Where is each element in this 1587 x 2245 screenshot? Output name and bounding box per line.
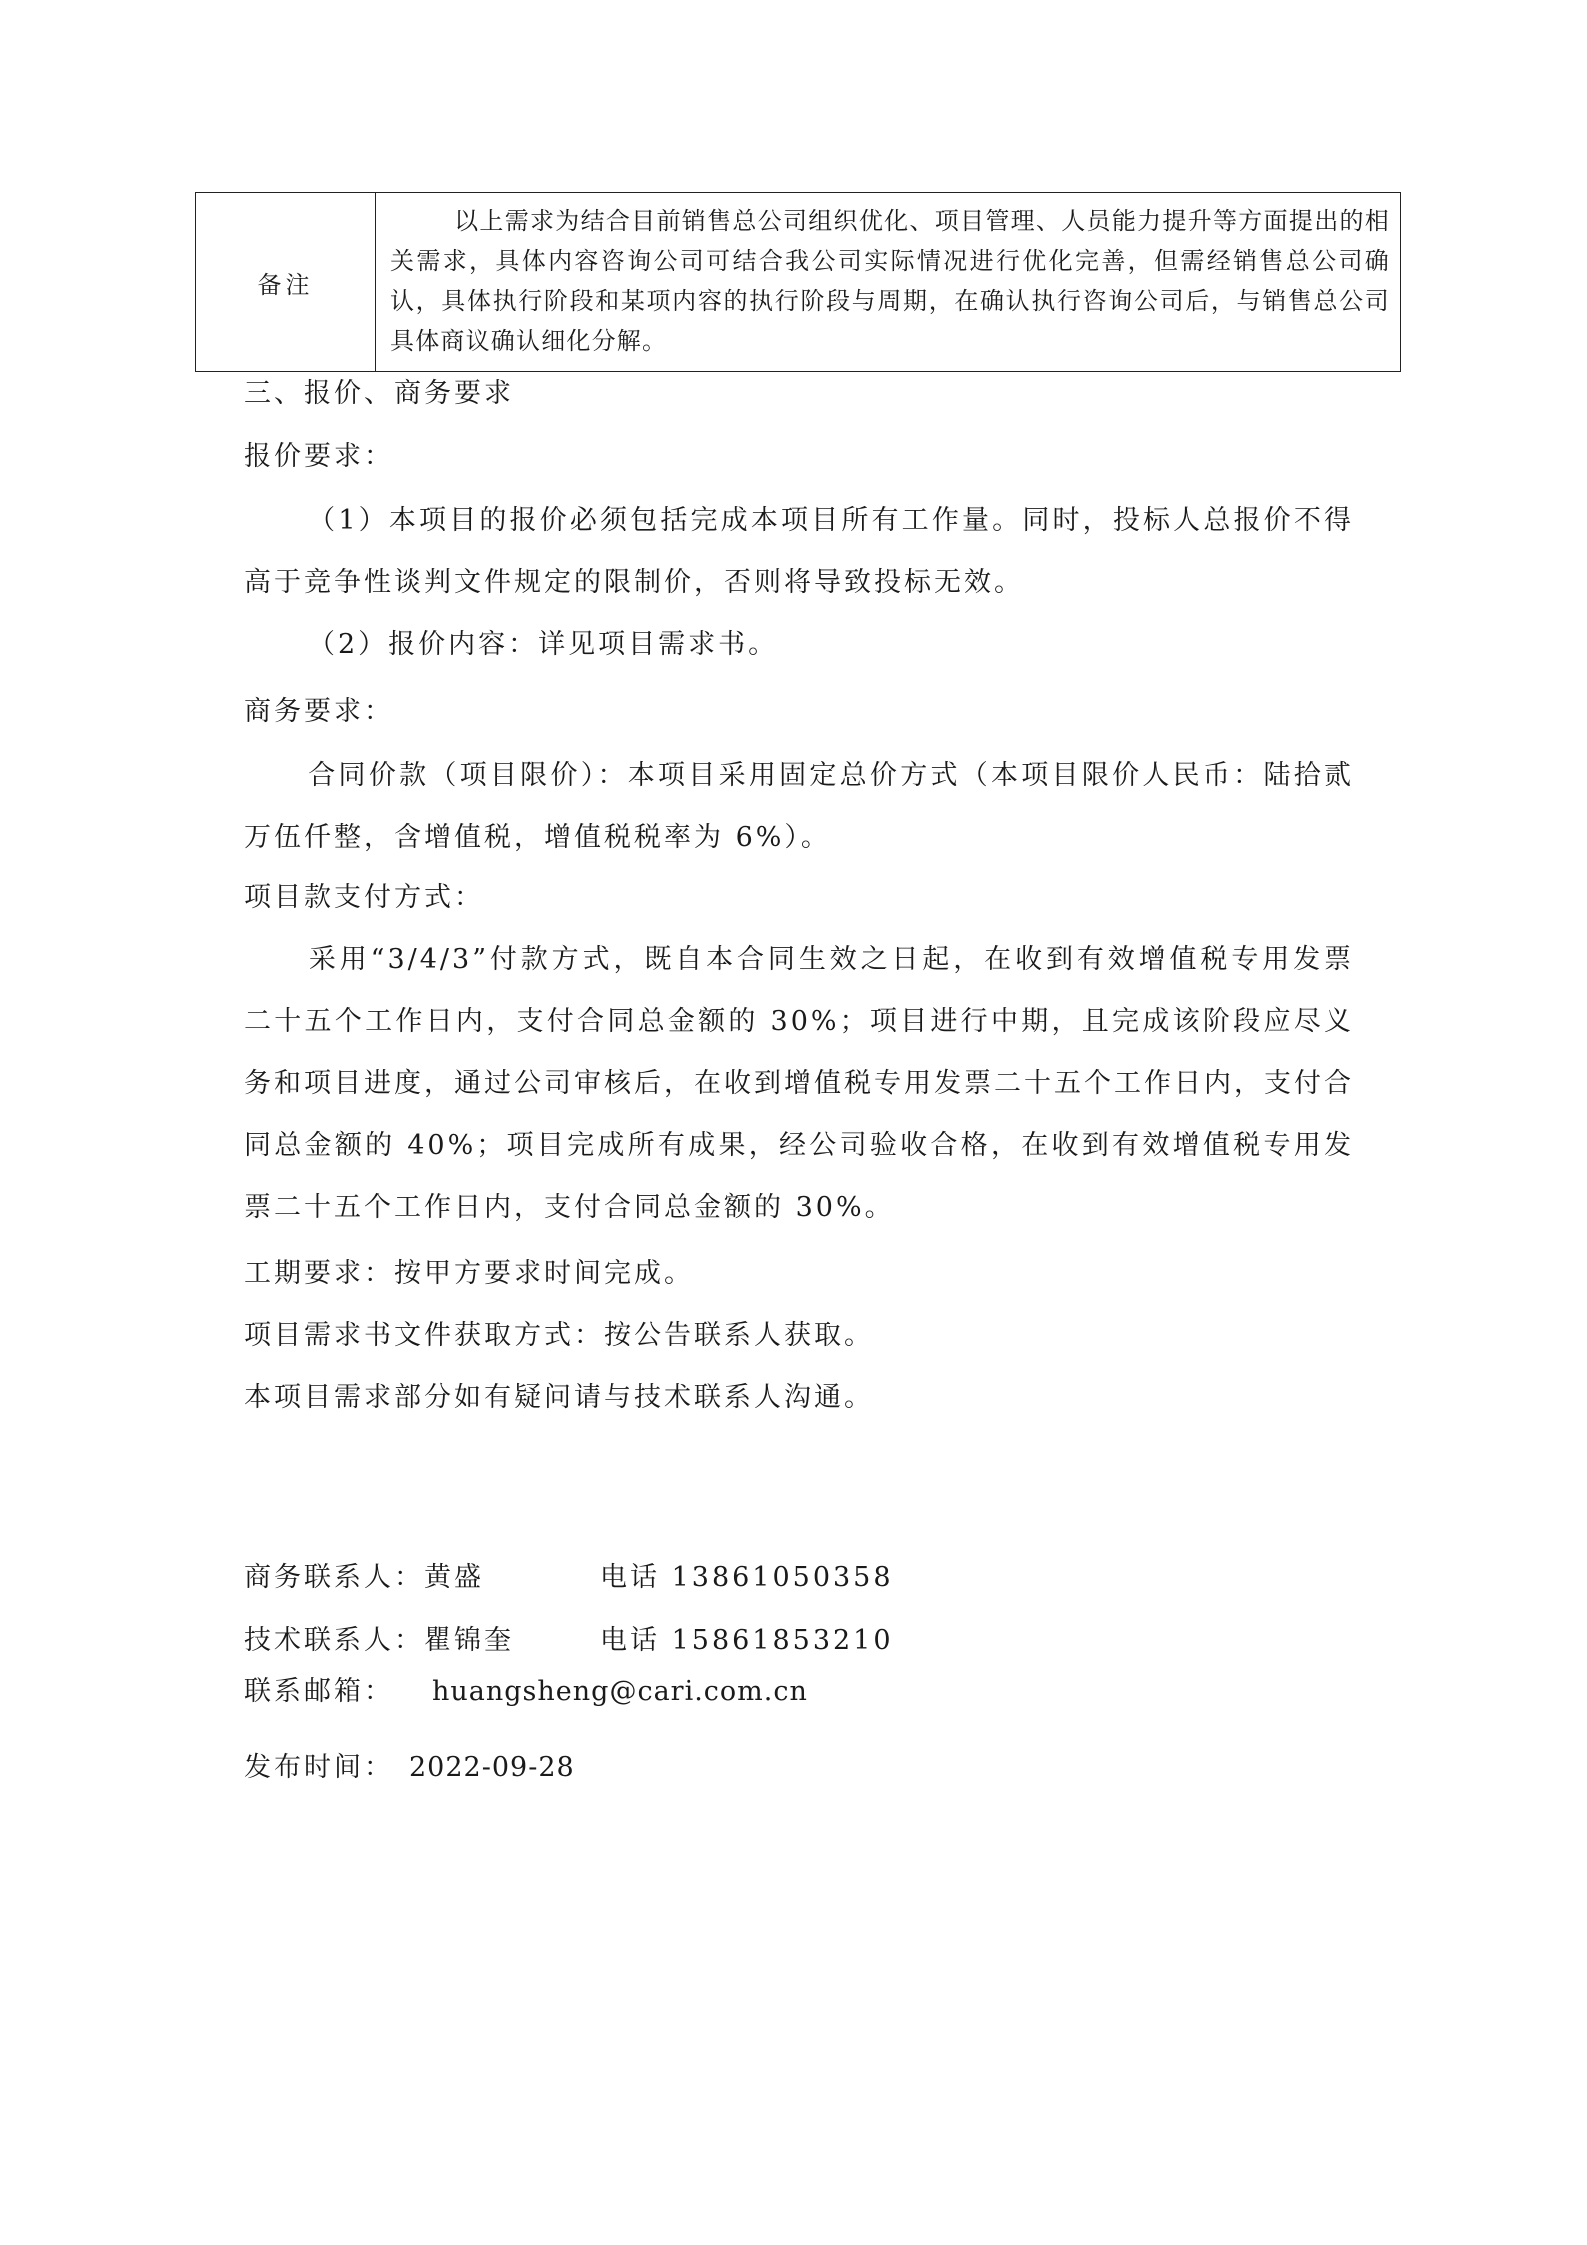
remarks-label: 备注 xyxy=(196,193,376,372)
business-contact xyxy=(244,1560,894,1596)
doc-access-method: 项目需求书文件获取方式：按公告联系人获取。 xyxy=(244,1320,874,1351)
business-heading: 商务要求： xyxy=(244,696,394,727)
quote-item-2-text: （2）报价内容：详见项目需求书。 xyxy=(308,629,779,660)
publish-date: 2022-09-28 xyxy=(409,1752,575,1783)
inquiry-note: 本项目需求部分如有疑问请与技术联系人沟通。 xyxy=(244,1382,874,1413)
payment-terms xyxy=(244,929,1354,1239)
contact-email-label: 联系邮箱： xyxy=(244,1676,394,1707)
payment-heading: 项目款支付方式： xyxy=(244,882,484,913)
remarks-row xyxy=(196,193,1401,372)
remarks-text: 以上需求为结合目前销售总公司组织优化、项目管理、人员能力提升等方面提出的相关需求，具体内容咨询公司可结合我公司实际情况进行优化完善，但需经销售总公司确认，具体执行阶段和某项内容的执行阶段与周期，在确认执行咨询公司后，与销售总公司具体商议确认细化分解。 xyxy=(390,207,1390,355)
payment-terms-text: 采用“3/4/3”付款方式，既自本合同生效之日起，在收到有效增值税专用发票二十五个工作日内，支付合同总金额的 30%；项目进行中期，且完成该阶段应尽义务和项目进度，通过公司审核后，在收到增值税专用发票二十五个工作日内，支付合同总金额的 40%；项目完成所有成果，经公司验收合格，在收到有效增值税专用发票二十五个工作日内，支付合同总金额的 30%。 xyxy=(244,944,1354,1223)
publish-time-label: 发布时间： xyxy=(244,1752,394,1783)
contract-price-text: 合同价款（项目限价）：本项目采用固定总价方式（本项目限价人民币：陆拾贰万伍仟整，含增值税，增值税税率为 6%）。 xyxy=(244,760,1354,853)
schedule-requirement: 工期要求：按甲方要求时间完成。 xyxy=(244,1258,694,1289)
contract-price xyxy=(244,745,1354,869)
quote-item-1 xyxy=(244,490,1354,614)
contact-email-row xyxy=(244,1674,808,1710)
business-contact-phone: 电话 13861050358 xyxy=(600,1562,894,1593)
publish-time-row xyxy=(244,1750,575,1786)
tech-contact-phone: 电话 15861853210 xyxy=(600,1625,894,1656)
section-title: 三、报价、商务要求 xyxy=(244,378,514,409)
tech-contact-label: 技术联系人：瞿锦奎 xyxy=(244,1625,514,1656)
tech-contact xyxy=(244,1623,894,1659)
quote-heading: 报价要求： xyxy=(244,441,394,472)
contact-email[interactable]: huangsheng@cari.com.cn xyxy=(432,1676,808,1707)
business-contact-label: 商务联系人：黄盛 xyxy=(244,1562,484,1593)
remarks-cell xyxy=(376,193,1401,372)
quote-item-2 xyxy=(244,614,1354,676)
quote-item-1-text: （1）本项目的报价必须包括完成本项目所有工作量。同时，投标人总报价不得高于竞争性谈判文件规定的限制价，否则将导致投标无效。 xyxy=(244,505,1354,598)
remarks-table xyxy=(195,192,1401,372)
